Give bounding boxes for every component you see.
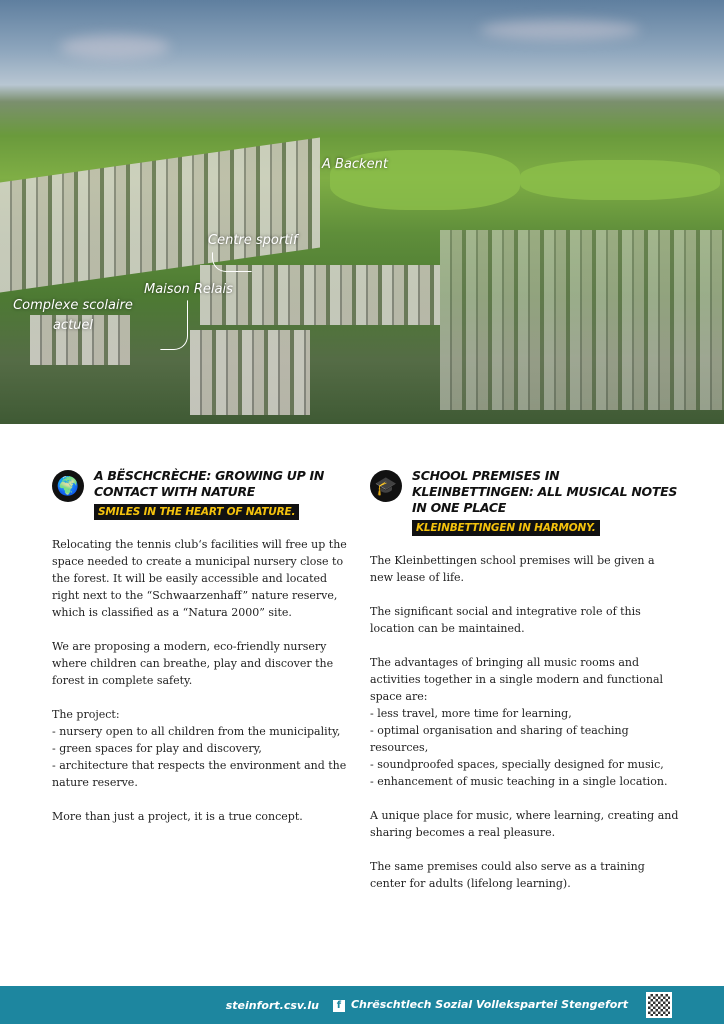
paragraph: The Kleinbettingen school premises will be given a new lease of life. [370,554,655,584]
section-title: SCHOOL PREMISES IN KLEINBETTINGEN: ALL MUSICAL NOTES IN ONE PLACE [412,468,678,515]
paragraph: The same premises could also serve as a training center for adults (lifelong learning). [370,860,645,890]
section-title: A BËSCHCRÈCHE: GROWING UP IN CONTACT WITH NATURE [94,468,324,499]
paragraph: A unique place for music, where learning, creating and sharing becomes a real pleasure. [370,809,679,839]
paragraph: The significant social and integrative role of this location can be maintained. [370,605,641,635]
photo-label-complexe-scolaire: Complexe scolaire actuel [13,298,133,333]
qr-code-icon [646,992,672,1018]
facebook-label: Chrëschtlech Sozial Vollekspartei Stengefort [350,998,628,1012]
paragraph: The project: - nursery open to all children from the municipality, - green spaces for play and discovery, - architecture that respects the environment and the nature reserve. [52,708,347,789]
facebook-link[interactable] [333,998,628,1012]
photo-label-centre-sportif: Centre sportif [208,233,298,248]
section-tagline: KLEINBETTINGEN IN HARMONY. [412,520,600,536]
paragraph: The advantages of bringing all music rooms and activities together in a single modern and functional space are: - less travel, more time for learning, - optimal organisation and sharing of teaching resources, - soundproofed spaces, specially designed for music, - enhancement of music teaching in a single location. [370,656,668,788]
photo-label-a-backent: A Backent [322,157,388,172]
aerial-photo [0,0,724,424]
website-link[interactable]: steinfort.csv.lu [225,998,319,1012]
arrow-centre-sportif [212,252,252,272]
facebook-icon: f [333,1000,345,1012]
arrow-maison-relais [160,300,188,350]
paragraph: More than just a project, it is a true concept. [52,810,303,823]
photo-label-maison-relais: Maison Relais [144,282,233,297]
globe-leaf-icon: 🌍 [52,470,84,502]
graduation-cap-icon: 🎓 [370,470,402,502]
paragraph: We are proposing a modern, eco-friendly nursery where children can breathe, play and discover the forest in complete safety. [52,640,334,687]
section-tagline: SMILES IN THE HEART OF NATURE. [94,504,299,520]
section-school-premises [370,468,680,909]
paragraph: Relocating the tennis club‘s facilities will free up the space needed to create a municipal nursery close to the forest. It will be easily accessible and located right next to the “Schwaarzenhaff” nature reserve, which is classified as a “Natura 2000” site. [52,538,347,619]
footer [0,986,724,1024]
section-beschcreche [52,468,352,842]
